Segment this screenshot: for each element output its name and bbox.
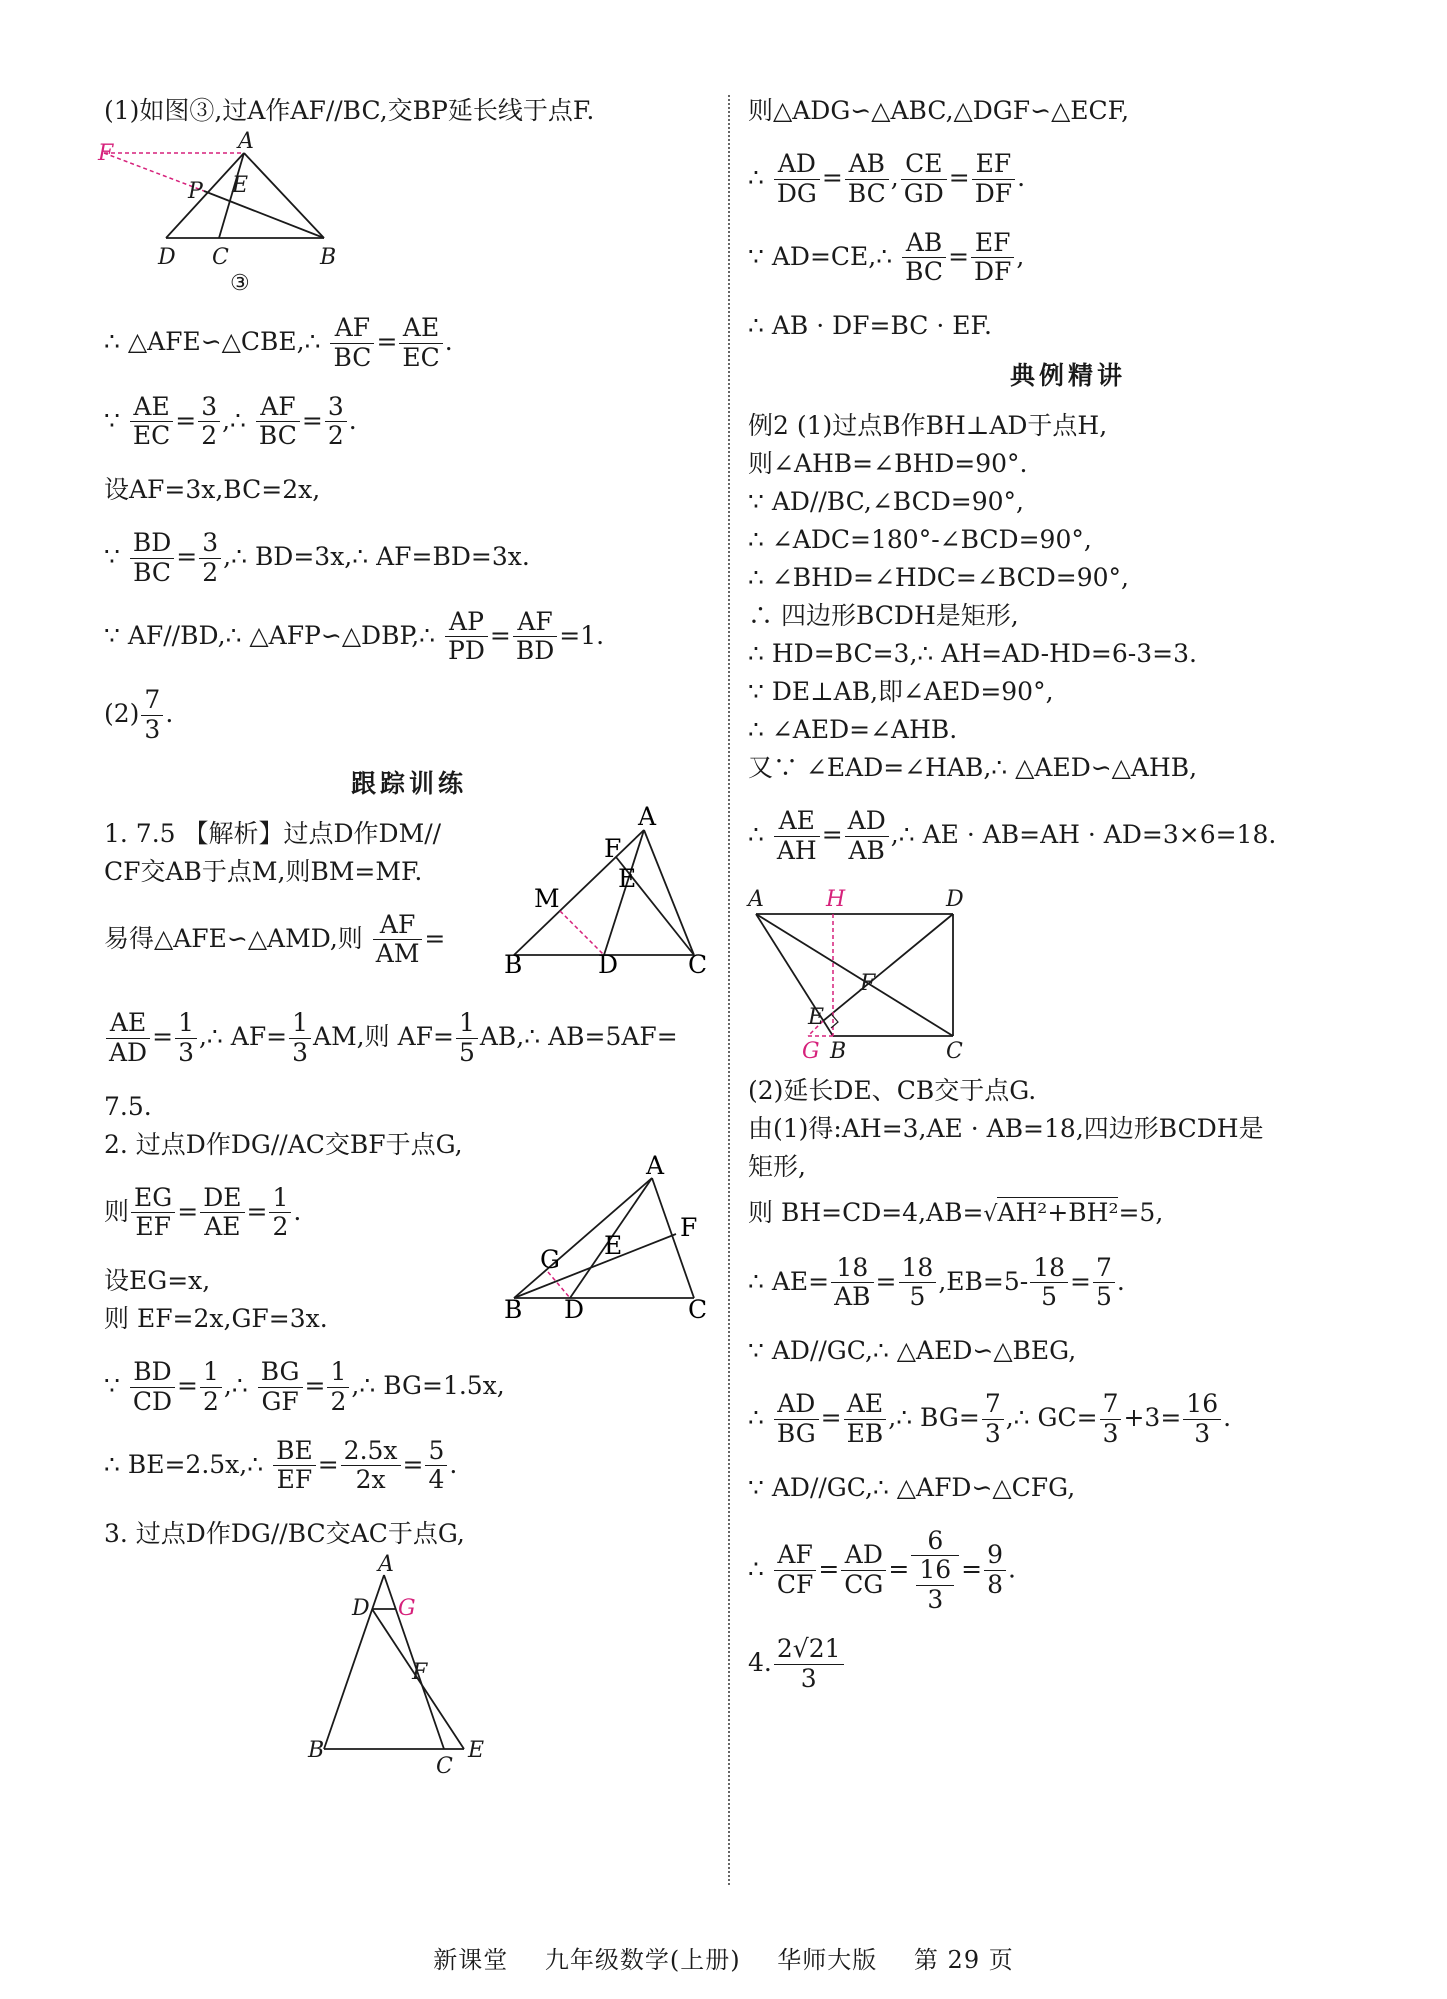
- q2-label-D: D: [564, 1294, 585, 1324]
- figure-rectangle-diagram: [748, 886, 1008, 1066]
- fig3-label-D: D: [158, 245, 176, 270]
- fig3-label-F: F: [98, 141, 114, 166]
- fig3-caption: ③: [230, 271, 250, 296]
- q1-line5: 7.5.: [104, 1091, 152, 1121]
- q1-label-E: E: [618, 863, 637, 893]
- q3-label-F: F: [412, 1660, 428, 1685]
- left-line-similar: ∴ △AFE∽△CBE,∴ $\frac{AF}{BC}$ = $\frac{AE}{EC}$ .: [104, 313, 453, 372]
- figure-q3-diagram: [304, 1552, 524, 1779]
- q3-label-D: D: [352, 1596, 370, 1621]
- figure-q1-diagram: [504, 801, 714, 979]
- q3-line1: 3. 过点D作DG//BC交AC于点G,: [104, 1519, 465, 1548]
- q1-label-F: F: [604, 833, 622, 863]
- fig3-label-B: B: [320, 245, 337, 270]
- q3-label-E: E: [468, 1738, 485, 1763]
- q3-label-A: A: [378, 1552, 394, 1577]
- part1-intro: (1)如图③,过A作AF//BC,交BP延长线于点F.: [104, 96, 595, 125]
- q2-line1: 2. 过点D作DG//AC交BF于点G,: [104, 1129, 463, 1159]
- q2-label-E: E: [604, 1230, 623, 1260]
- column-divider: [728, 95, 730, 1885]
- left-line-let: 设AF=3x,BC=2x,: [104, 475, 321, 504]
- q2-line3: 设EG=x,: [104, 1266, 211, 1295]
- example2-line11: ∴ $\frac{AE}{AH}$ = $\frac{AD}{AB}$ ,∴ AE · AB=AH · AD=3×6=18.: [748, 806, 1277, 865]
- rect-label-D: D: [946, 886, 964, 912]
- example2-line7: ∴ HD=BC=3,∴ AH=AD-HD=6-3=3.: [748, 639, 1197, 668]
- example2-line4: ∴ ∠ADC=180°-∠BCD=90°,: [748, 525, 1092, 554]
- right-line-ratios: ∴ $\frac{AD}{DG}$ = $\frac{AB}{BC}$ , $\frac{CE}{GD}$ = $\frac{EF}{DF}$ .: [748, 149, 1026, 208]
- q2-line2: 则 $\frac{EG}{EF}$ = $\frac{DE}{AE}$ = $\frac{1}{2}$ .: [104, 1182, 302, 1242]
- left-column: [98, 92, 714, 1785]
- figure-q1: [504, 801, 714, 986]
- q2-label-C: C: [688, 1294, 708, 1324]
- figure-q2-diagram: [504, 1150, 714, 1324]
- footer-grade: 九年级数学(上册): [544, 1946, 741, 1974]
- q1-line2: CF交AB于点M,则BM=MF.: [104, 856, 423, 886]
- part2-line5: ∴ AE= $\frac{18}{AB}$ = $\frac{18}{5}$ ,EB=5- $\frac{18}{5}$ = $\frac{7}{5}$ .: [748, 1252, 1125, 1312]
- q2-line4: 则 EF=2x,GF=3x.: [104, 1304, 328, 1333]
- example2-line1: 例2 (1)过点B作BH⊥AD于点H,: [748, 411, 1108, 440]
- rect-label-C: C: [946, 1038, 963, 1064]
- page-footer: [0, 1940, 1447, 1975]
- figure-q2: [504, 1150, 714, 1335]
- part2-answer: (2) $\frac{7}{3}$ .: [104, 685, 174, 744]
- rect-label-G: G: [802, 1038, 820, 1064]
- example2-line8: ∵ DE⊥AB,即∠AED=90°,: [748, 677, 1054, 706]
- q1-line1: 1. 7.5 【解析】过点D作DM//: [104, 818, 442, 848]
- right-line-similar: 则△ADG∽△ABC,△DGF∽△ECF,: [748, 96, 1130, 125]
- rect-label-E: E: [808, 1004, 825, 1030]
- footer-book: 新课堂: [433, 1946, 509, 1974]
- q1-label-A: A: [638, 801, 657, 831]
- figure-rectangle: [748, 886, 1388, 1066]
- q1-label-D: D: [598, 949, 619, 979]
- right-line-conclusion: ∴ AB · DF=BC · EF.: [748, 311, 992, 340]
- example2-line5: ∴ ∠BHD=∠HDC=∠BCD=90°,: [748, 563, 1129, 592]
- example2-line2: 则∠AHB=∠BHD=90°.: [748, 449, 1028, 478]
- fig3-label-P: P: [188, 179, 203, 204]
- part2-line4: 则 BH=CD=4,AB=√AH²+BH²=5,: [748, 1197, 1164, 1227]
- fig3-label-C: C: [212, 245, 229, 270]
- q1-line3: 易得△AFE∽△AMD,则 $\frac{AF}{AM}$ =: [104, 909, 446, 969]
- q1-label-C: C: [688, 949, 708, 979]
- part2-line7: ∴ $\frac{AD}{BG}$ = $\frac{AE}{EB}$ ,∴ BG= $\frac{7}{3}$ ,∴ GC= $\frac{7}{3}$ +3= $\frac{16}{3}$ .: [748, 1389, 1232, 1448]
- example2-line6: ∴ 四边形BCDH是矩形,: [748, 601, 1019, 630]
- q3-label-B: B: [308, 1738, 325, 1763]
- q2-label-G: G: [540, 1244, 560, 1274]
- left-line-bd: ∵ $\frac{BD}{BC}$ = $\frac{3}{2}$ ,∴ BD=3x,∴ AF=BD=3x.: [104, 528, 530, 587]
- footer-page-number: 第 29 页: [913, 1946, 1014, 1974]
- fig3-label-E: E: [232, 173, 249, 198]
- rect-label-B: B: [830, 1038, 847, 1064]
- part2-line1: (2)延长DE、CB交于点G.: [748, 1075, 1037, 1105]
- q2-label-A: A: [646, 1150, 665, 1180]
- figure-3: [98, 129, 714, 296]
- part2-line2: 由(1)得:AH=3,AE · AB=18,四边形BCDH是: [748, 1113, 1264, 1143]
- example2-line9: ∴ ∠AED=∠AHB.: [748, 715, 958, 744]
- example2-line3: ∵ AD//BC,∠BCD=90°,: [748, 487, 1024, 516]
- section-heading-tracking: 跟踪训练: [350, 768, 467, 798]
- question4-answer: 4. $\frac{2√21}{3}$: [748, 1635, 1388, 1694]
- rect-label-F: F: [860, 970, 876, 996]
- part2-line9: ∴ $\frac{AF}{CF}$ = $\frac{AD}{CG}$ = $\frac{6}{\frac{16}{3}}$ = $\frac{9}{8}$ .: [748, 1525, 1016, 1614]
- q1-label-M: M: [534, 883, 560, 913]
- q1-label-B: B: [504, 949, 523, 979]
- q3-label-C: C: [436, 1754, 453, 1779]
- q2-line5: ∵ $\frac{BD}{CD}$ = $\frac{1}{2}$ ,∴ $\frac{BG}{GF}$ = $\frac{1}{2}$ ,∴ BG=1.5x,: [104, 1357, 505, 1416]
- q2-line6: ∴ BE=2.5x,∴ $\frac{BE}{EF}$ = $\frac{2.5x}{2x}$ = $\frac{5}{4}$ .: [104, 1435, 458, 1495]
- figure-q3: [304, 1552, 714, 1779]
- right-column: [748, 92, 1388, 1713]
- right-line-ad-ce: ∵ AD=CE,∴ $\frac{AB}{BC}$ = $\frac{EF}{DF}$ ,: [748, 227, 1025, 287]
- fig3-label-A: A: [238, 129, 254, 154]
- q2-label-F: F: [680, 1212, 698, 1242]
- left-line-ratio: ∵ $\frac{AE}{EC}$ = $\frac{3}{2}$ ,∴ $\frac{AF}{BC}$ = $\frac{3}{2}$ .: [104, 391, 357, 451]
- figure-3-diagram: [98, 129, 464, 296]
- example2-line10: 又∵ ∠EAD=∠HAB,∴ △AED∽△AHB,: [748, 753, 1198, 782]
- q1-line4: $\frac{AE}{AD}$ = $\frac{1}{3}$ ,∴ AF= $\frac{1}{3}$ AM,则 AF= $\frac{1}{5}$ AB,∴ AB=5AF=: [104, 1009, 714, 1068]
- left-line-afp: ∵ AF//BD,∴ △AFP∽△DBP,∴ $\frac{AP}{PD}$ = $\frac{AF}{BD}$ =1.: [104, 606, 605, 666]
- rect-label-A: A: [748, 886, 764, 912]
- part2-line3: 矩形,: [748, 1151, 806, 1181]
- part2-line8: ∵ AD//GC,∴ △AFD∽△CFG,: [748, 1472, 1076, 1502]
- section-heading-examples: 典例精讲: [1009, 361, 1126, 390]
- q2-label-B: B: [504, 1294, 523, 1324]
- rect-label-H: H: [826, 886, 846, 912]
- q3-label-G: G: [398, 1596, 416, 1621]
- footer-edition: 华师大版: [777, 1946, 878, 1974]
- part2-line6: ∵ AD//GC,∴ △AED∽△BEG,: [748, 1336, 1077, 1365]
